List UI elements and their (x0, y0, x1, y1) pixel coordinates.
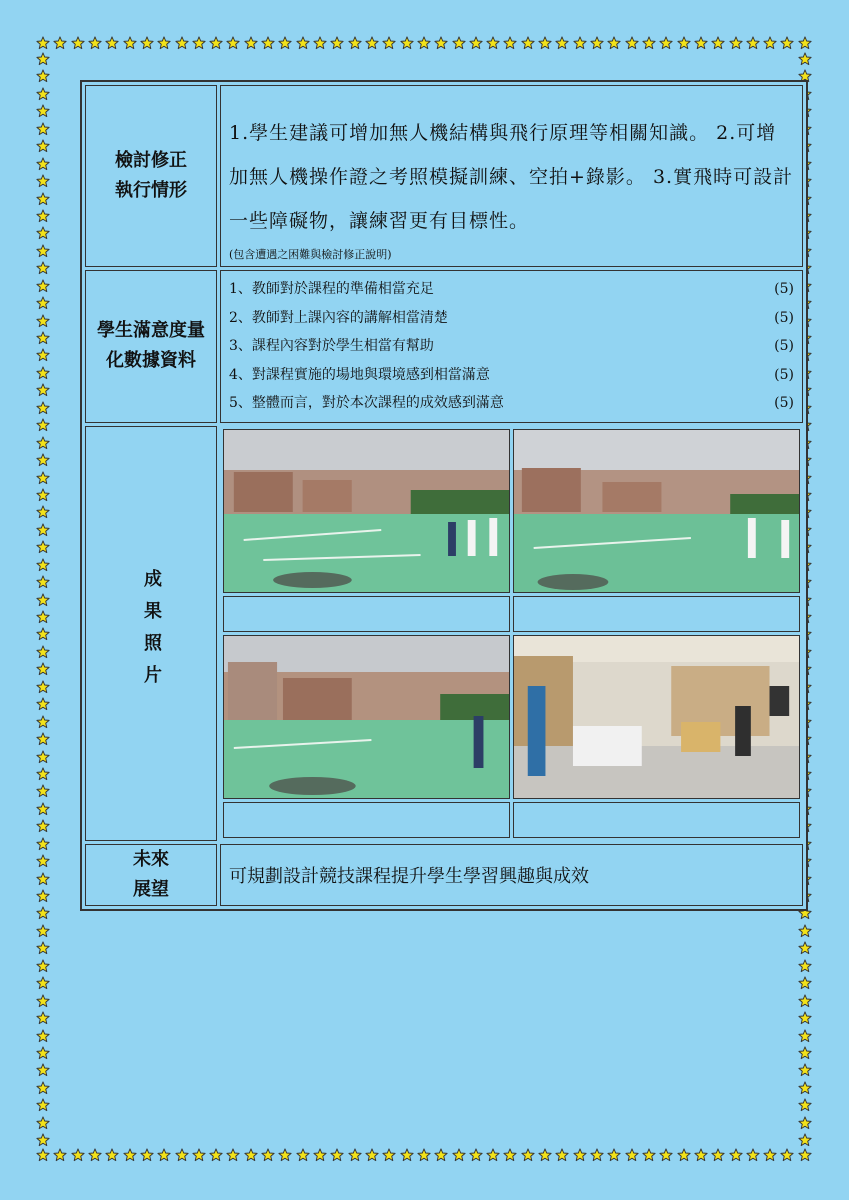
star-icon (417, 1148, 431, 1162)
star-icon (36, 157, 50, 171)
star-icon (607, 1148, 621, 1162)
star-icon (434, 1148, 448, 1162)
future-text: 可規劃設計競技課程提升學生學習興趣與成效 (220, 844, 803, 906)
star-icon (400, 36, 414, 50)
star-icon (400, 1148, 414, 1162)
star-icon (798, 36, 812, 50)
star-icon (798, 1029, 812, 1043)
star-icon (36, 837, 50, 851)
star-icon (607, 36, 621, 50)
star-icon (36, 69, 50, 83)
future-label (85, 844, 217, 906)
star-icon (36, 418, 50, 432)
satisfaction-item-score: (5) (774, 281, 794, 297)
results-photos (220, 426, 803, 841)
star-icon (798, 1011, 812, 1025)
star-icon (382, 1148, 396, 1162)
star-icon (296, 1148, 310, 1162)
satisfaction-content (220, 270, 803, 423)
satisfaction-item-score: (5) (774, 338, 794, 354)
star-icon (573, 1148, 587, 1162)
photo-caption-empty (223, 596, 510, 632)
photo-grid (220, 426, 803, 841)
star-icon (590, 36, 604, 50)
star-icon (555, 36, 569, 50)
review-content (220, 85, 803, 267)
satisfaction-item-text: 3、課程內容對於學生相當有幫助 (229, 338, 434, 354)
star-icon (278, 36, 292, 50)
review-text: 1.學生建議可增加無人機結構與飛行原理等相關知識。 2.可增加無人機操作證之考照模擬訓練、空拍+錄影。 3.實飛時可設計一些障礙物，讓練習更有目標性。 (229, 122, 794, 232)
photo-cell (513, 429, 800, 593)
photo-cell (223, 429, 510, 593)
star-icon (36, 994, 50, 1008)
star-border-left (36, 52, 52, 1148)
future-label-line1: 未來 (133, 848, 169, 870)
star-icon (36, 296, 50, 310)
star-icon (36, 802, 50, 816)
star-icon (417, 36, 431, 50)
star-icon (36, 645, 50, 659)
star-icon (642, 36, 656, 50)
satisfaction-item-text: 4、對課程實施的場地與環境感到相當滿意 (229, 366, 490, 383)
star-icon (330, 1148, 344, 1162)
star-icon (780, 1148, 794, 1162)
star-icon (36, 575, 50, 589)
star-icon (244, 36, 258, 50)
star-icon (140, 1148, 154, 1162)
star-icon (798, 924, 812, 938)
star-icon (36, 436, 50, 450)
satisfaction-item-text: 2、教師對上課內容的講解相當清楚 (229, 309, 448, 326)
star-icon (36, 471, 50, 485)
star-icon (36, 959, 50, 973)
satisfaction-label (85, 270, 217, 423)
star-icon (798, 1063, 812, 1077)
star-icon (88, 36, 102, 50)
satisfaction-item (229, 304, 794, 333)
satisfaction-item-text: 5、整體而言，對於本次課程的成效感到滿意 (229, 395, 504, 411)
star-icon (452, 1148, 466, 1162)
star-icon (36, 174, 50, 188)
star-icon (36, 1011, 50, 1025)
star-icon (175, 1148, 189, 1162)
satisfaction-item (229, 275, 794, 304)
star-icon (105, 36, 119, 50)
star-icon (36, 941, 50, 955)
star-icon (278, 1148, 292, 1162)
report-table (80, 80, 808, 911)
star-icon (36, 697, 50, 711)
star-icon (157, 1148, 171, 1162)
star-icon (365, 1148, 379, 1162)
star-icon (36, 383, 50, 397)
star-icon (798, 1133, 812, 1147)
star-icon (36, 36, 50, 50)
star-icon (330, 36, 344, 50)
star-icon (798, 1046, 812, 1060)
star-icon (36, 610, 50, 624)
star-icon (36, 279, 50, 293)
star-icon (36, 784, 50, 798)
star-icon (209, 1148, 223, 1162)
star-icon (36, 924, 50, 938)
star-icon (53, 36, 67, 50)
star-icon (694, 36, 708, 50)
star-icon (105, 1148, 119, 1162)
photo-caption-empty (513, 596, 800, 632)
satisfaction-label-line1: 學生滿意度量 (97, 320, 205, 342)
star-icon (625, 36, 639, 50)
star-icon (313, 1148, 327, 1162)
star-icon (36, 331, 50, 345)
star-icon (348, 1148, 362, 1162)
star-icon (36, 680, 50, 694)
star-icon (36, 872, 50, 886)
satisfaction-item (229, 389, 794, 418)
star-icon (36, 122, 50, 136)
satisfaction-item-score: (5) (774, 366, 794, 383)
star-icon (798, 959, 812, 973)
star-icon (452, 36, 466, 50)
star-icon (36, 401, 50, 415)
star-icon (555, 1148, 569, 1162)
star-icon (677, 1148, 691, 1162)
star-icon (123, 36, 137, 50)
star-icon (244, 1148, 258, 1162)
star-icon (798, 1081, 812, 1095)
future-label-line2: 展望 (133, 878, 169, 900)
star-icon (729, 1148, 743, 1162)
star-icon (711, 36, 725, 50)
star-icon (226, 36, 240, 50)
star-icon (521, 1148, 535, 1162)
star-icon (573, 36, 587, 50)
star-icon (503, 1148, 517, 1162)
star-icon (538, 36, 552, 50)
star-icon (36, 889, 50, 903)
photo-cell (513, 635, 800, 799)
star-icon (36, 104, 50, 118)
results-label (85, 426, 217, 841)
star-icon (36, 226, 50, 240)
star-border-bottom (36, 1148, 812, 1164)
star-icon (71, 1148, 85, 1162)
star-icon (798, 52, 812, 66)
star-icon (36, 209, 50, 223)
star-icon (36, 1116, 50, 1130)
star-icon (36, 750, 50, 764)
star-icon (642, 1148, 656, 1162)
satisfaction-item-score: (5) (774, 309, 794, 326)
star-icon (36, 192, 50, 206)
star-icon (36, 453, 50, 467)
star-icon (729, 36, 743, 50)
star-icon (469, 1148, 483, 1162)
star-icon (123, 1148, 137, 1162)
star-icon (382, 36, 396, 50)
star-icon (798, 941, 812, 955)
star-icon (36, 244, 50, 258)
star-icon (36, 314, 50, 328)
star-icon (36, 1081, 50, 1095)
review-label-line1: 檢討修正 (115, 150, 187, 171)
star-icon (36, 767, 50, 781)
star-icon (36, 139, 50, 153)
star-icon (36, 715, 50, 729)
star-icon (36, 854, 50, 868)
star-icon (348, 36, 362, 50)
star-icon (313, 36, 327, 50)
star-icon (36, 1098, 50, 1112)
star-icon (538, 1148, 552, 1162)
star-icon (36, 1063, 50, 1077)
star-icon (677, 36, 691, 50)
star-icon (711, 1148, 725, 1162)
star-icon (763, 36, 777, 50)
star-icon (36, 593, 50, 607)
star-icon (36, 732, 50, 746)
star-icon (36, 87, 50, 101)
star-icon (53, 1148, 67, 1162)
star-icon (365, 36, 379, 50)
field-photo-1 (224, 430, 509, 592)
star-icon (521, 36, 535, 50)
review-label-line2: 執行情形 (115, 180, 187, 201)
star-icon (763, 1148, 777, 1162)
star-icon (486, 36, 500, 50)
star-icon (192, 36, 206, 50)
photo-cell (223, 635, 510, 799)
star-icon (157, 36, 171, 50)
star-icon (36, 1029, 50, 1043)
star-icon (694, 1148, 708, 1162)
star-icon (261, 1148, 275, 1162)
star-icon (659, 36, 673, 50)
star-icon (296, 36, 310, 50)
review-label (85, 85, 217, 267)
star-icon (36, 261, 50, 275)
satisfaction-item-score: (5) (774, 395, 794, 411)
star-icon (434, 36, 448, 50)
results-label-text: 成果照片 (141, 569, 162, 697)
star-icon (175, 36, 189, 50)
photo-caption-empty (513, 802, 800, 838)
star-icon (88, 1148, 102, 1162)
star-icon (36, 558, 50, 572)
star-icon (209, 36, 223, 50)
star-icon (798, 1116, 812, 1130)
star-icon (780, 36, 794, 50)
star-icon (798, 976, 812, 990)
star-icon (36, 366, 50, 380)
satisfaction-item (229, 361, 794, 390)
star-icon (36, 505, 50, 519)
satisfaction-label-line2: 化數據資料 (106, 350, 196, 372)
field-photo-3 (224, 636, 509, 798)
star-icon (36, 906, 50, 920)
star-icon (36, 976, 50, 990)
star-icon (140, 36, 154, 50)
star-icon (36, 627, 50, 641)
star-icon (746, 36, 760, 50)
classroom-photo (514, 636, 799, 798)
star-icon (36, 1148, 50, 1162)
star-icon (36, 819, 50, 833)
satisfaction-item (229, 332, 794, 361)
star-icon (590, 1148, 604, 1162)
photo-caption-empty (223, 802, 510, 838)
star-icon (36, 662, 50, 676)
star-icon (469, 36, 483, 50)
star-icon (36, 523, 50, 537)
star-icon (71, 36, 85, 50)
star-icon (36, 488, 50, 502)
star-icon (192, 1148, 206, 1162)
star-icon (36, 1133, 50, 1147)
star-icon (36, 1046, 50, 1060)
star-icon (226, 1148, 240, 1162)
star-icon (36, 52, 50, 66)
star-icon (486, 1148, 500, 1162)
star-border-top (36, 36, 812, 52)
star-icon (503, 36, 517, 50)
star-icon (798, 1098, 812, 1112)
star-icon (36, 540, 50, 554)
star-icon (798, 1148, 812, 1162)
satisfaction-item-text: 1、教師對於課程的準備相當充足 (229, 281, 434, 297)
review-note: (包含遭遇之困難與檢討修正說明) (229, 248, 392, 261)
star-icon (746, 1148, 760, 1162)
star-icon (261, 36, 275, 50)
star-icon (798, 994, 812, 1008)
star-icon (36, 348, 50, 362)
field-photo-2 (514, 430, 799, 592)
star-icon (659, 1148, 673, 1162)
star-icon (625, 1148, 639, 1162)
